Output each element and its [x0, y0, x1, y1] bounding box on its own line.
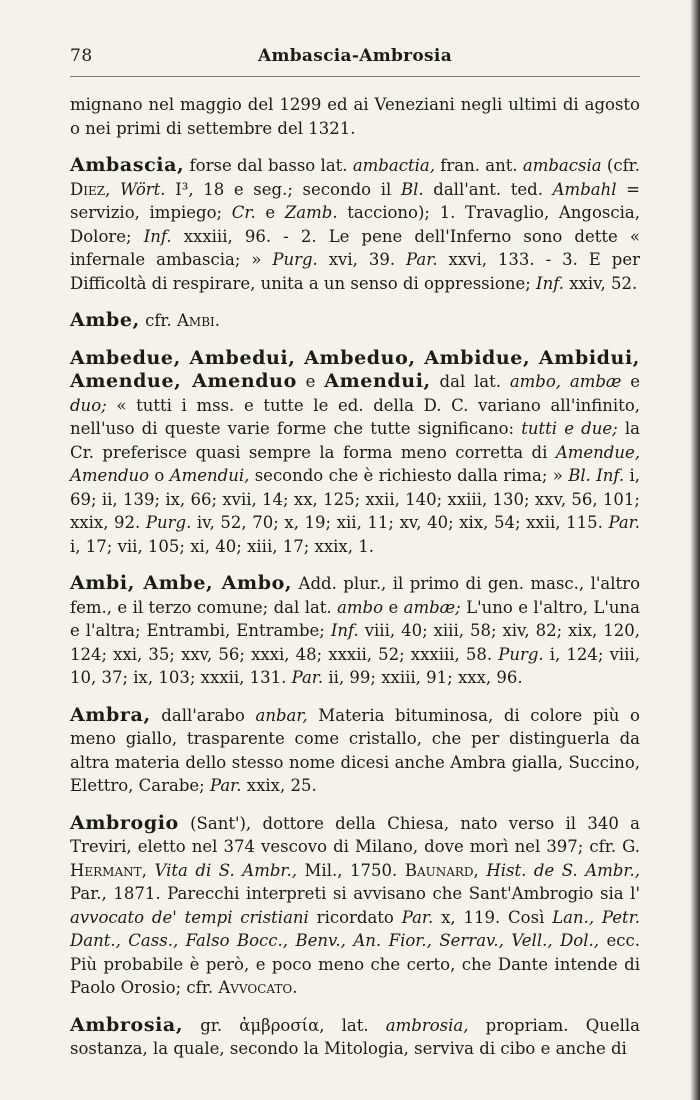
entry-ambedue: Ambedue, Ambedui, Ambeduo, Ambidue, Ambidui, Amendue, Amenduo e Amendui, dal lat. ambo, ambæ e duo; « tutti i mss. e tutte le ed. della D. C. variano all'infinito, nell'uso di queste varie forme che tutte significano: tutti e due; la Cr. preferisce quasi sempre la forma meno corretta di Amendue, Amenduo o Amendui, secondo che è richiesto dalla rima; » Bl. Inf. i, 69; ii, 139; ix, 66; xvii, 14; xx, 125; xxii, 140; xxiii, 130; xxv, 56, 101; xxix, 92. Purg. iv, 52, 70; x, 19; xii, 11; xv, 40; xix, 54; xxii, 115. Par. i, 17; vii, 105; xi, 40; xiii, 17; xxix, 1.	[70, 346, 640, 556]
page-number: 78	[70, 46, 93, 66]
entry-ambrosia: Ambrosia, gr. ἀμβροσία, lat. ambrosia, propriam. Quella sostanza, la quale, secondo la Mitologia, serviva di cibo e anche di	[70, 1013, 640, 1058]
body-text	[70, 93, 640, 1061]
page-header	[70, 40, 640, 77]
entry-ambe: Ambe, cfr. Ambi.	[70, 309, 221, 331]
dictionary-page	[70, 40, 640, 1075]
headword: Ambascia,	[70, 154, 185, 176]
entry-ambascia: Ambascia, forse dal basso lat. ambactia, fran. ant. ambacsia (cfr. Diez, Wört. I³, 18 e seg.; secondo il Bl. dall'ant. ted. Ambahl = servizio, impiego; Cr. e Zamb. tacciono); 1. Travaglio, Angoscia, Dolore; Inf. xxxiii, 96. - 2. Le pene dell'Inferno sono dette « infernale ambascia; » Purg. xvi, 39. Par. xxvi, 133. - 3. E per Difficoltà di respirare, unita a un senso di oppressione; Inf. xxiv, 52.	[70, 154, 641, 293]
entry-ambrogio: Ambrogio (Sant'), dottore della Chiesa, nato verso il 340 a Treviri, eletto nel 374 vescovo di Milano, dove morì nel 397; cfr. G. Hermant, Vita di S. Ambr., Mil., 1750. Baunard, Hist. de S. Ambr., Par., 1871. Parecchi interpreti si avvisano che Sant'Ambrogio sia l' avvocato de' tempi cristiani ricordato Par. x, 119. Così Lan., Petr. Dant., Cass., Falso Bocc., Benv., An. Fior., Serrav., Vell., Dol., ecc. Più probabile è però, e poco meno che certo, che Dante intende di Paolo Orosio; cfr. Avvocato.	[70, 811, 641, 997]
running-title: Ambascia-Ambrosia	[257, 46, 453, 66]
headword: Ambi, Ambe, Ambo,	[70, 572, 293, 594]
continuation-paragraph: mignano nel maggio del 1299 ed ai Veneziani negli ultimi di agosto o nei primi di settembre del 1321.	[70, 95, 640, 138]
headword: Ambrogio	[70, 811, 179, 834]
entry-ambra: Ambra, dall'arabo anbar, Materia bituminosa, di colore più o meno giallo, trasparente come cristallo, che per distinguerla da altra materia dello stesso nome dicesi anche Ambra gialla, Succino, Elettro, Carabe; Par. xxix, 25.	[70, 703, 640, 795]
headword: Ambrosia,	[70, 1013, 184, 1036]
headword: Ambe,	[70, 309, 140, 331]
entry-ambi: Ambi, Ambe, Ambo, Add. plur., il primo di gen. masc., l'altro fem., e il terzo comune; dal lat. ambo e ambæ; L'uno e l'altro, L'una e l'altra; Entrambi, Entrambe; Inf. viii, 40; xiii, 58; xiv, 82; xix, 120, 124; xxi, 35; xxv, 56; xxxi, 48; xxxii, 52; xxxiii, 58. Purg. i, 124; viii, 10, 37; ix, 103; xxxii, 131. Par. ii, 99; xxiii, 91; xxx, 96.	[70, 572, 641, 687]
page-edge-shadow	[690, 0, 700, 1100]
headword: Ambra,	[70, 703, 151, 726]
headword: Ambedue, Ambedui, Ambeduo, Ambidue, Ambidui, Amendue, Amenduo	[70, 346, 640, 392]
